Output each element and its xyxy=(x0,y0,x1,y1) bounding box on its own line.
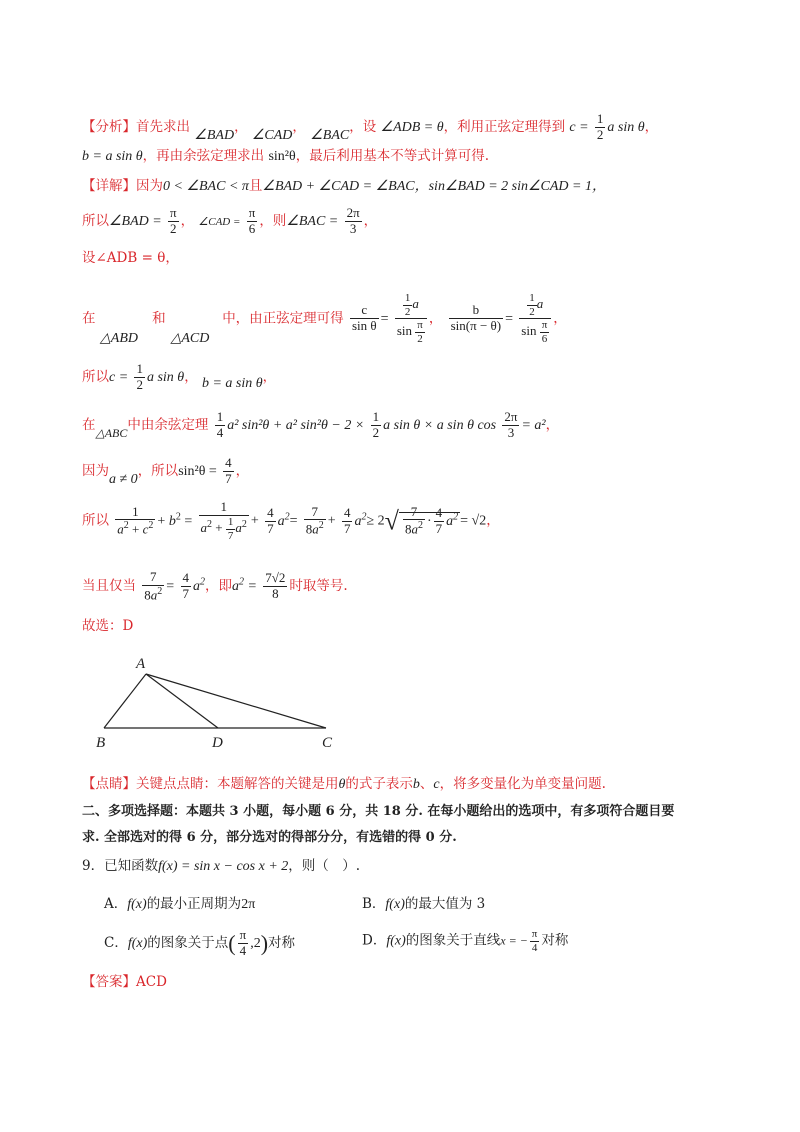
analysis-line-1: 【分析】首先求出 ∠BAD， ∠CAD， ∠BAC，设 ∠ADB = θ，利用正弦定理得到 c = $\frac{1}{2}$ a sin θ， xyxy=(82,111,659,143)
comment-line: 【点睛】关键点点睛：本题解答的关键是用θ的式子表示b、c，将多变量化为单变量问题. xyxy=(82,776,606,792)
option-d[interactable]: D．f(x)的图象关于直线x = − $\frac{\pi}{4}$ 对称 xyxy=(362,928,569,954)
segment-ac xyxy=(146,674,326,728)
detail-line-1: 【详解】因为0 < ∠BAC < π且∠BAD + ∠CAD = ∠BAC，sin∠BAD = 2 sin∠CAD = 1， xyxy=(82,178,606,194)
option-a[interactable]: A．f(x)的最小正周期为2π xyxy=(104,896,256,912)
section-heading-line-1: 二、多项选择题：本题共 3 小题，每小题 6 分，共 18 分. 在每小题给出的选项中，有多项符合题目要 xyxy=(82,804,675,819)
answer-tag: 【答案】 xyxy=(82,974,136,990)
analysis-tag: 【分析】 xyxy=(82,118,136,135)
question-9-stem: 9．已知函数f(x) = sin x − cos x + 2，则（ ）. xyxy=(82,858,361,874)
detail-choice: 故选：D xyxy=(82,618,134,634)
triangle-diagram xyxy=(90,652,350,752)
detail-line-4: 在 和 中，由正弦定理可得 $\frac{c}{\text{sin θ}}$ = $\frac{1}{2}$ a sin $\frac{\pi}{2}$ ， $\frac{b}{\sin(\pi - \theta)}$ = $\frac{1}{2}$ a sin $\frac{\pi}{6}$ ， xyxy=(82,292,567,345)
answer-line xyxy=(82,974,167,990)
option-c[interactable]: C．f(x)的图象关于点( $\frac{\pi}{4}$ ,2)对称 xyxy=(104,927,296,958)
point-c-label: C xyxy=(322,735,333,751)
detail-tag: 【详解】 xyxy=(82,178,136,194)
analysis-line-2: b = a sin θ，再由余弦定理求出 sin²θ，最后利用基本不等式计算可得. xyxy=(82,148,490,164)
detail-line-6: 在△ABC中由余弦定理 $\frac{1}{4}$ a² sin²θ + a² sin²θ − 2 × $\frac{1}{2}$ a sin θ × a sin θ cos $\frac{2\pi}{3}$ = a²， xyxy=(82,409,560,440)
detail-line-2: 所以∠BAD = $\frac{\pi}{2}$ ， ∠CAD = $\frac{\pi}{6}$ ，则∠BAC = $\frac{2\pi}{3}$ ， xyxy=(82,205,378,236)
segment-ad xyxy=(146,674,218,728)
detail-line-5: 所以c = $\frac{1}{2}$ a sin θ， b = a sin θ， xyxy=(82,361,277,392)
detail-line-9: 当且仅当 $\frac{7}{8a^2}$ = $\frac{4}{7}$ $a^2$，即$a^2$ = $\frac{7√2}{8}$ 时取等号. xyxy=(82,569,348,603)
point-a-label: A xyxy=(136,656,146,672)
segment-ab xyxy=(104,674,146,728)
point-d-label: D xyxy=(212,735,223,751)
comment-tag: 【点睛】 xyxy=(82,776,136,792)
point-b-label: B xyxy=(96,735,106,751)
option-b[interactable]: B．f(x)的最大值为 3 xyxy=(362,896,486,912)
detail-line-8: 所以 $\frac{1}{a^2 + c^2}$ + $b^2$ = 1 $a^2$ + $\frac{1}{7}$ $a^2$ + $\frac{4}{7}$ $a^2=$ $\frac{7}{8a^2}$ + $\frac{4}{7}$ $a^2\ge 2√$ $\frac{7}{8a^2}$ · $\frac{4}{7}$ $a^2 = √2$， xyxy=(82,499,500,542)
section-heading-line-2: 求. 全部选对的得 6 分，部分选对的得部分分，有选错的得 0 分. xyxy=(82,830,457,845)
detail-line-3: 设∠ADB = θ， xyxy=(82,250,179,266)
detail-triangles: △ABD △ACD xyxy=(100,331,210,346)
answer-value: ACD xyxy=(136,974,167,990)
detail-line-7: 因为a ≠ 0，所以sin²θ = $\frac{4}{7}$ ， xyxy=(82,455,250,487)
